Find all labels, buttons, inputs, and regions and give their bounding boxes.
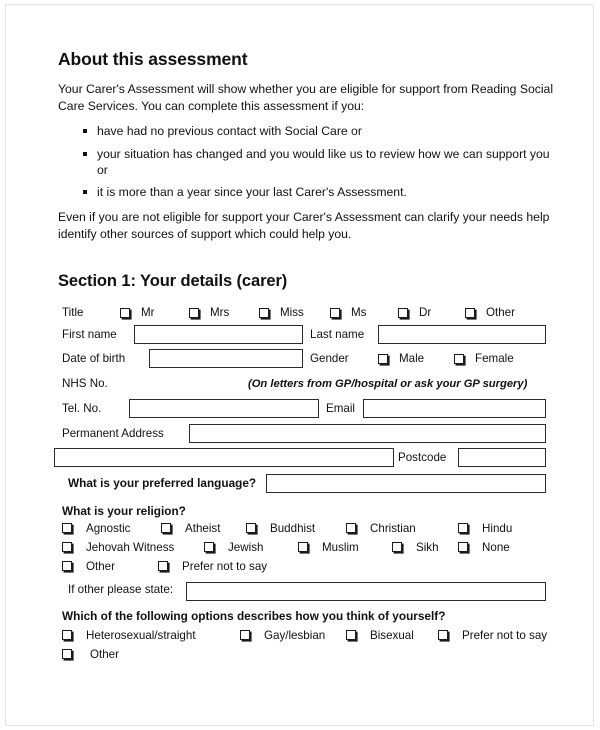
label-religion-other: Other xyxy=(86,560,115,573)
email-label: Email xyxy=(326,402,355,415)
telephone-label: Tel. No. xyxy=(62,402,102,415)
page-title: About this assessment xyxy=(58,49,248,69)
closing-paragraph: Even if you are not eligible for support your Carer's Assessment can clarify your needs help identify other sources of support which could help you. xyxy=(58,210,550,241)
address-line1-input[interactable] xyxy=(189,424,546,443)
checkbox-religion-hindu[interactable] xyxy=(458,523,468,533)
postcode-input[interactable] xyxy=(458,448,546,467)
eligibility-list xyxy=(58,123,561,200)
language-input[interactable] xyxy=(266,474,546,493)
orientation-question-row xyxy=(58,605,561,626)
label-religion-buddhist: Buddhist xyxy=(270,522,316,535)
checkbox-religion-agnostic[interactable] xyxy=(62,523,72,533)
label-religion-hindu: Hindu xyxy=(482,522,513,535)
nhs-number-hint: (On letters from GP/hospital or ask your GP surgery) xyxy=(248,378,528,390)
checkbox-title-dr[interactable] xyxy=(398,308,408,318)
section-1-title: Section 1: Your details (carer) xyxy=(58,272,288,290)
last-name-label: Last name xyxy=(310,328,365,341)
checkbox-title-ms[interactable] xyxy=(330,308,340,318)
nhs-number-label: NHS No. xyxy=(62,377,108,390)
checkbox-religion-sikh[interactable] xyxy=(392,542,402,552)
label-religion-none: None xyxy=(482,541,510,554)
checkbox-title-mrs[interactable] xyxy=(189,308,199,318)
label-orientation-other: Other xyxy=(90,648,119,661)
label-religion-agnostic: Agnostic xyxy=(86,522,131,535)
checkbox-religion-none[interactable] xyxy=(458,542,468,552)
other-religion-row xyxy=(58,578,561,605)
nhs-number-row xyxy=(58,373,561,398)
checkbox-orientation-other[interactable] xyxy=(62,649,72,659)
checkbox-gender-female[interactable] xyxy=(454,354,464,364)
checkbox-religion-muslim[interactable] xyxy=(298,542,308,552)
checkbox-religion-buddhist[interactable] xyxy=(246,523,256,533)
date-of-birth-label: Date of birth xyxy=(62,352,126,365)
document-content xyxy=(58,49,561,664)
label-gender-male: Male xyxy=(399,352,425,365)
checkbox-orientation-gay-lesbian[interactable] xyxy=(240,630,250,640)
checkbox-orientation-bisexual[interactable] xyxy=(346,630,356,640)
checkbox-orientation-prefer-not-to-say[interactable] xyxy=(438,630,448,640)
label-religion-atheist: Atheist xyxy=(185,522,221,535)
label-religion-prefer-not-to-say: Prefer not to say xyxy=(182,560,268,573)
first-name-label: First name xyxy=(62,328,117,341)
last-name-input[interactable] xyxy=(378,325,546,344)
title-label: Title xyxy=(62,306,84,319)
label-orientation-heterosexual: Heterosexual/straight xyxy=(86,629,196,642)
language-row xyxy=(58,472,561,500)
language-question: What is your preferred language? xyxy=(68,476,257,490)
other-religion-label: If other please state: xyxy=(68,583,174,596)
telephone-input[interactable] xyxy=(129,399,319,418)
gender-label: Gender xyxy=(310,352,349,365)
label-gender-female: Female xyxy=(475,352,514,365)
checkbox-title-miss[interactable] xyxy=(259,308,269,318)
checkbox-religion-jewish[interactable] xyxy=(204,542,214,552)
address-line2-input[interactable] xyxy=(54,448,394,467)
label-orientation-prefer-not-to-say: Prefer not to say xyxy=(462,629,548,642)
label-religion-christian: Christian xyxy=(370,522,416,535)
religion-options-row-3 xyxy=(58,557,561,578)
label-religion-jehovah-witness: Jehovah Witness xyxy=(86,541,175,554)
label-religion-muslim: Muslim xyxy=(322,541,359,554)
checkbox-religion-prefer-not-to-say[interactable] xyxy=(158,561,168,571)
label-title-ms: Ms xyxy=(351,306,367,319)
checkbox-orientation-heterosexual[interactable] xyxy=(62,630,72,640)
label-title-dr: Dr xyxy=(419,306,432,319)
religion-options-row-2 xyxy=(58,538,561,557)
label-title-other: Other xyxy=(486,306,515,319)
label-orientation-bisexual: Bisexual xyxy=(370,629,414,642)
checkbox-religion-jehovah-witness[interactable] xyxy=(62,542,72,552)
religion-question: What is your religion? xyxy=(62,504,186,518)
checkbox-title-other[interactable] xyxy=(465,308,475,318)
religion-question-row xyxy=(58,500,561,519)
label-religion-sikh: Sikh xyxy=(416,541,439,554)
checkbox-religion-other[interactable] xyxy=(62,561,72,571)
address-row xyxy=(58,423,561,447)
list-item: have had no previous contact with Social Care or xyxy=(83,123,561,139)
address-label: Permanent Address xyxy=(62,427,164,440)
tel-email-row xyxy=(58,398,561,423)
label-title-mrs: Mrs xyxy=(210,306,230,319)
checkbox-religion-christian[interactable] xyxy=(346,523,356,533)
checkbox-gender-male[interactable] xyxy=(378,354,388,364)
date-of-birth-input[interactable] xyxy=(149,349,303,368)
religion-options-row-1 xyxy=(58,519,561,538)
title-row xyxy=(58,302,561,324)
list-item: your situation has changed and you would like us to review how we can support you or xyxy=(83,146,561,178)
other-religion-input[interactable] xyxy=(186,582,546,601)
name-row xyxy=(58,324,561,348)
orientation-options-row-2 xyxy=(58,645,561,664)
postcode-row xyxy=(58,447,561,472)
orientation-options-row-1 xyxy=(58,626,561,645)
label-title-mr: Mr xyxy=(141,306,155,319)
label-religion-jewish: Jewish xyxy=(228,541,264,554)
document-page xyxy=(5,4,594,726)
carer-details-form xyxy=(58,302,561,664)
orientation-question: Which of the following options describes how you think of yourself? xyxy=(62,609,446,623)
checkbox-religion-atheist[interactable] xyxy=(161,523,171,533)
postcode-label: Postcode xyxy=(398,451,447,464)
dob-gender-row xyxy=(58,348,561,373)
email-input[interactable] xyxy=(363,399,546,418)
list-item: it is more than a year since your last Carer's Assessment. xyxy=(83,184,561,200)
intro-paragraph: Your Carer's Assessment will show whether you are eligible for support from Reading Social Care Services. You can complete this assessment if you: xyxy=(58,82,554,113)
first-name-input[interactable] xyxy=(134,325,303,344)
label-title-miss: Miss xyxy=(280,306,304,319)
label-orientation-gay-lesbian: Gay/lesbian xyxy=(264,629,326,642)
checkbox-title-mr[interactable] xyxy=(120,308,130,318)
